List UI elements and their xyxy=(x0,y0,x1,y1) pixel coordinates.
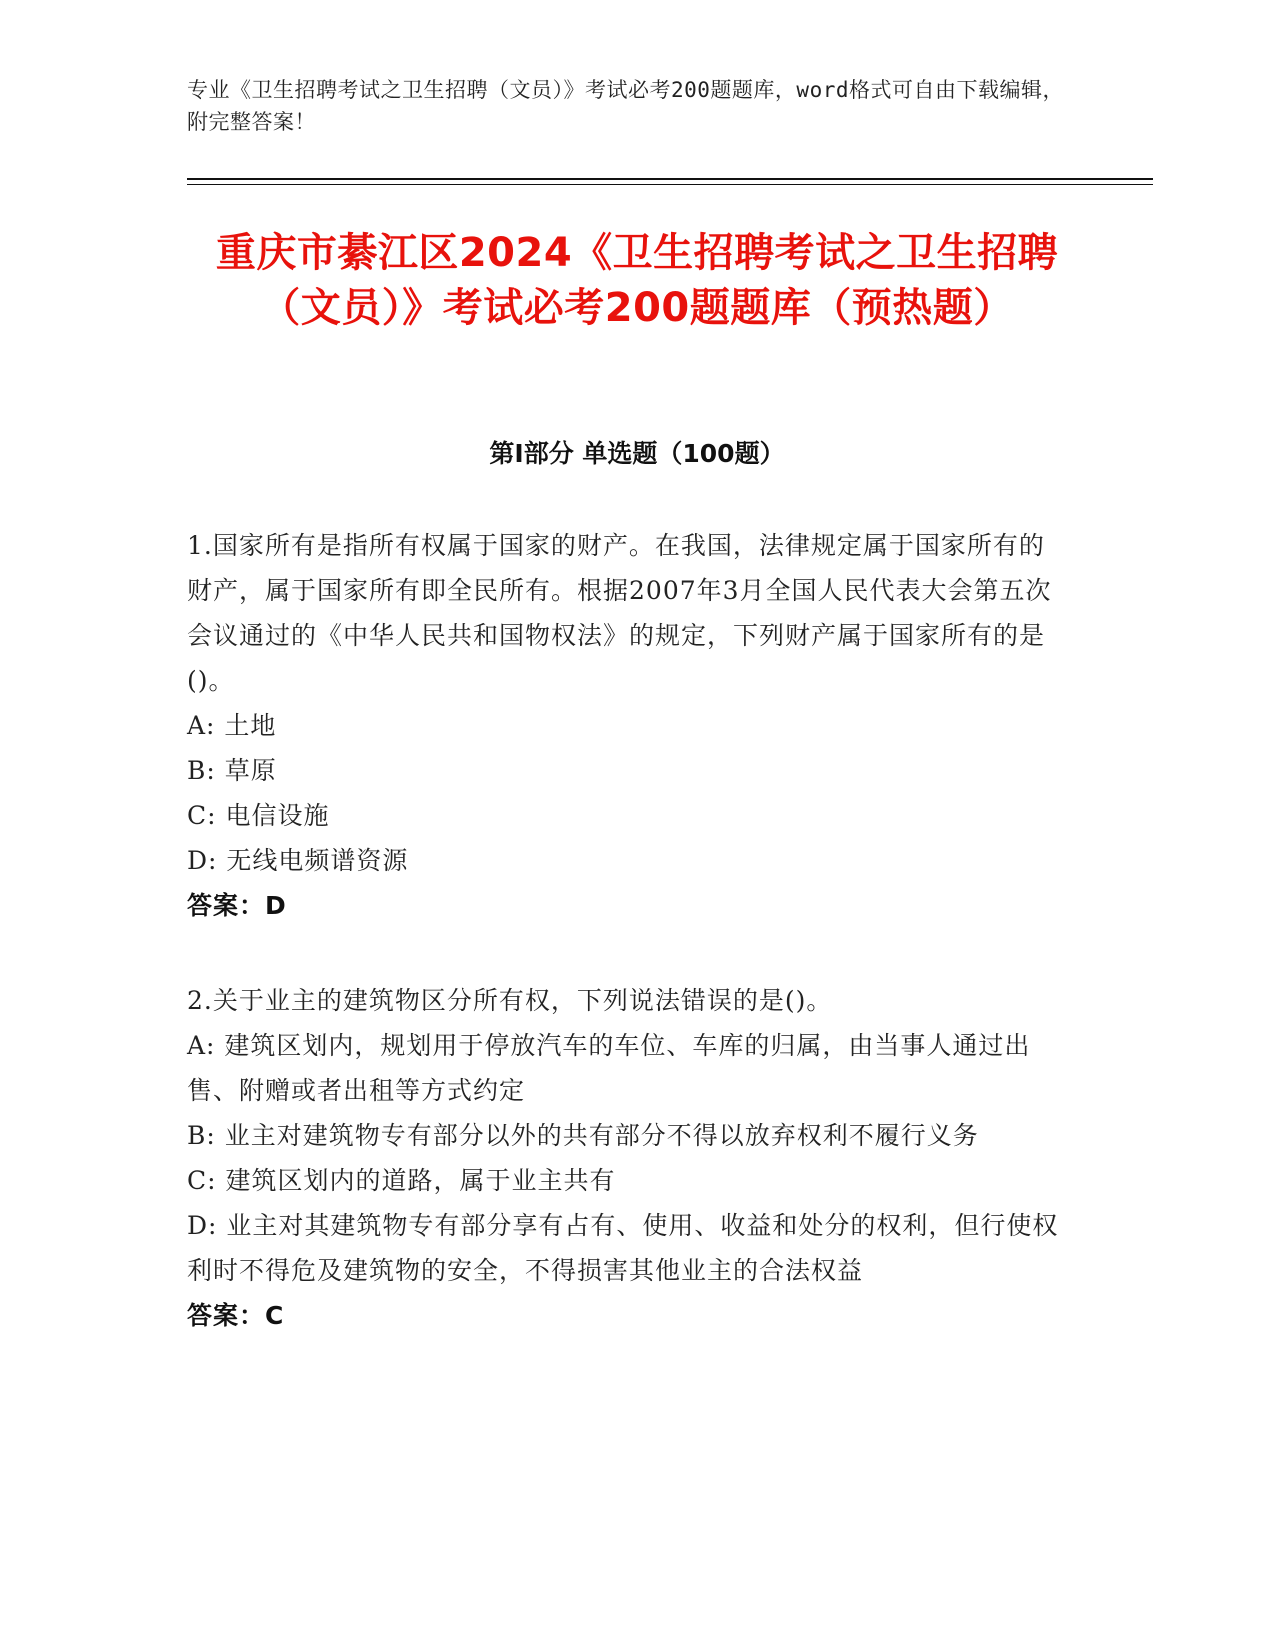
question-2 xyxy=(187,978,1067,1338)
option-b: B: 草原 xyxy=(187,756,277,785)
option-d: D: 业主对其建筑物专有部分享有占有、使用、收益和处分的权利，但行使权利时不得危及建筑物的安全，不得损害其他业主的合法权益 xyxy=(187,1211,1059,1285)
question-stem: 1.国家所有是指所有权属于国家的财产。在我国，法律规定属于国家所有的财产，属于国家所有即全民所有。根据2007年3月全国人民代表大会第五次会议通过的《中华人民共和国物权法》的规定，下列财产属于国家所有的是()。 xyxy=(187,531,1052,695)
header-note: 专业《卫生招聘考试之卫生招聘（文员）》考试必考200题题库，word格式可自由下载编辑，附完整答案！ xyxy=(187,78,1064,134)
option-d: D: 无线电频谱资源 xyxy=(187,846,409,875)
header-rule-thick xyxy=(187,178,1153,180)
option-c: C: 电信设施 xyxy=(187,801,330,830)
section-title: 第Ⅰ部分 单选题（100题） xyxy=(489,439,785,468)
option-a: A: 建筑区划内，规划用于停放汽车的车位、车库的归属，由当事人通过出售、附赠或者出租等方式约定 xyxy=(187,1031,1031,1105)
question-stem: 2.关于业主的建筑物区分所有权，下列说法错误的是()。 xyxy=(187,986,833,1015)
header-rule-thin xyxy=(187,184,1153,185)
question-answer: 答案：D xyxy=(187,891,287,920)
option-c: C: 建筑区划内的道路，属于业主共有 xyxy=(187,1166,616,1195)
question-answer: 答案：C xyxy=(187,1301,285,1330)
question-1 xyxy=(187,523,1067,928)
option-b: B: 业主对建筑物专有部分以外的共有部分不得以放弃权利不履行义务 xyxy=(187,1121,979,1150)
document-title: 重庆市綦江区2024《卫生招聘考试之卫生招聘（文员）》考试必考200题题库（预热题） xyxy=(215,230,1059,331)
option-a: A: 土地 xyxy=(187,711,277,740)
